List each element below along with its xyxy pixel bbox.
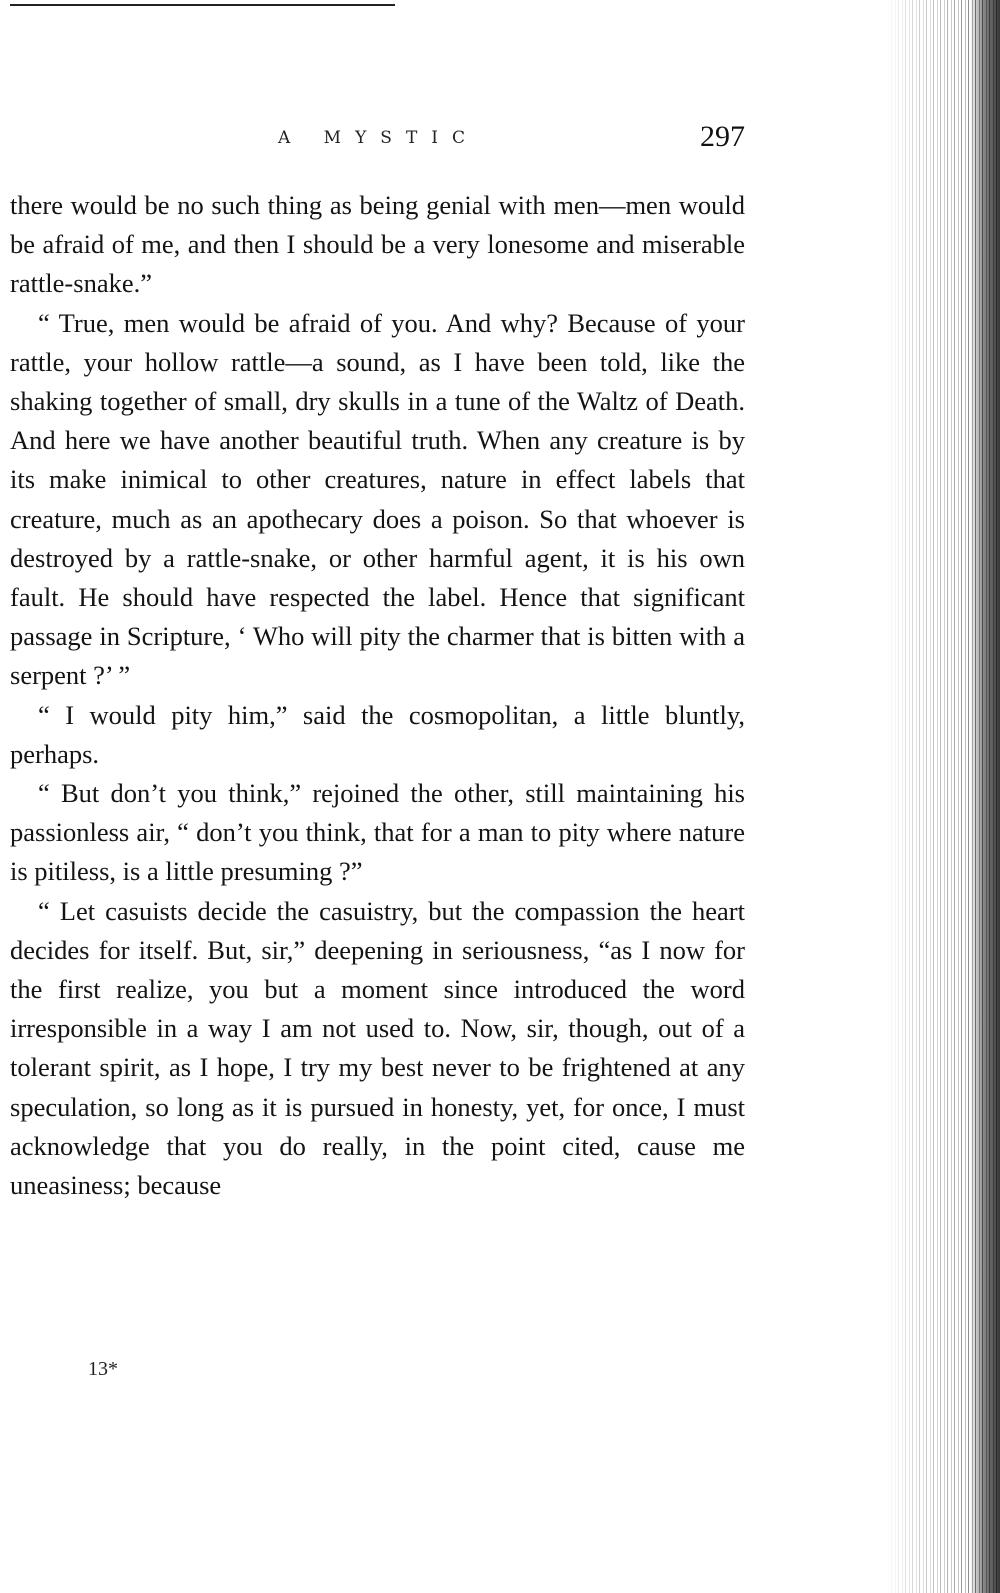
body-text (10, 186, 745, 1205)
top-rule (10, 4, 395, 6)
page-header (10, 120, 745, 156)
running-title: A MYSTIC (278, 128, 480, 148)
page-number: 297 (700, 120, 745, 153)
spine-shadow (970, 0, 1000, 1593)
paragraph-3: “ I would pity him,” said the cosmopolitan, a little bluntly, perhaps. (10, 699, 745, 769)
paragraph-2: “ True, men would be afraid of you. And why? Because of your rattle, your hollow rattle—a sound, as I have been told, like the shaking together of small, dry skulls in a tune of the Waltz of Death. And here we have another beautiful truth. When any creature is by its make inimical to other creatures, nature in effect labels that creature, much as an apothecary does a poison. So that whoever is destroyed by a rattle-snake, or other harmful agent, it is his own fault. He should have respected the label. Hence that significant passage in Scripture, ‘ Who will pity the charmer that is bitten with a serpent ?’ ” (10, 307, 745, 691)
signature-mark: 13* (88, 1358, 118, 1380)
paragraph-5: “ Let casuists decide the casuistry, but the compassion the heart decides for itself. But, sir,” deepening in seriousness, “as I now for the first realize, you but a moment since introduced the word irresponsible in a way I am not used to. Now, sir, though, out of a tolerant spirit, as I hope, I try my best never to be frightened at any speculation, so long as it is pursued in honesty, yet, for once, I must acknowledge that you do really, in the point cited, cause me uneasiness; because (10, 895, 745, 1201)
paragraph-1: there would be no such thing as being genial with men—men would be afraid of me, and then I should be a very lonesome and miserable rattle-snake.” (10, 190, 745, 299)
paragraph-4: “ But don’t you think,” rejoined the other, still maintaining his passionless air, “ don’t you think, that for a man to pity where nature is pitiless, is a little presuming ?” (10, 778, 745, 887)
